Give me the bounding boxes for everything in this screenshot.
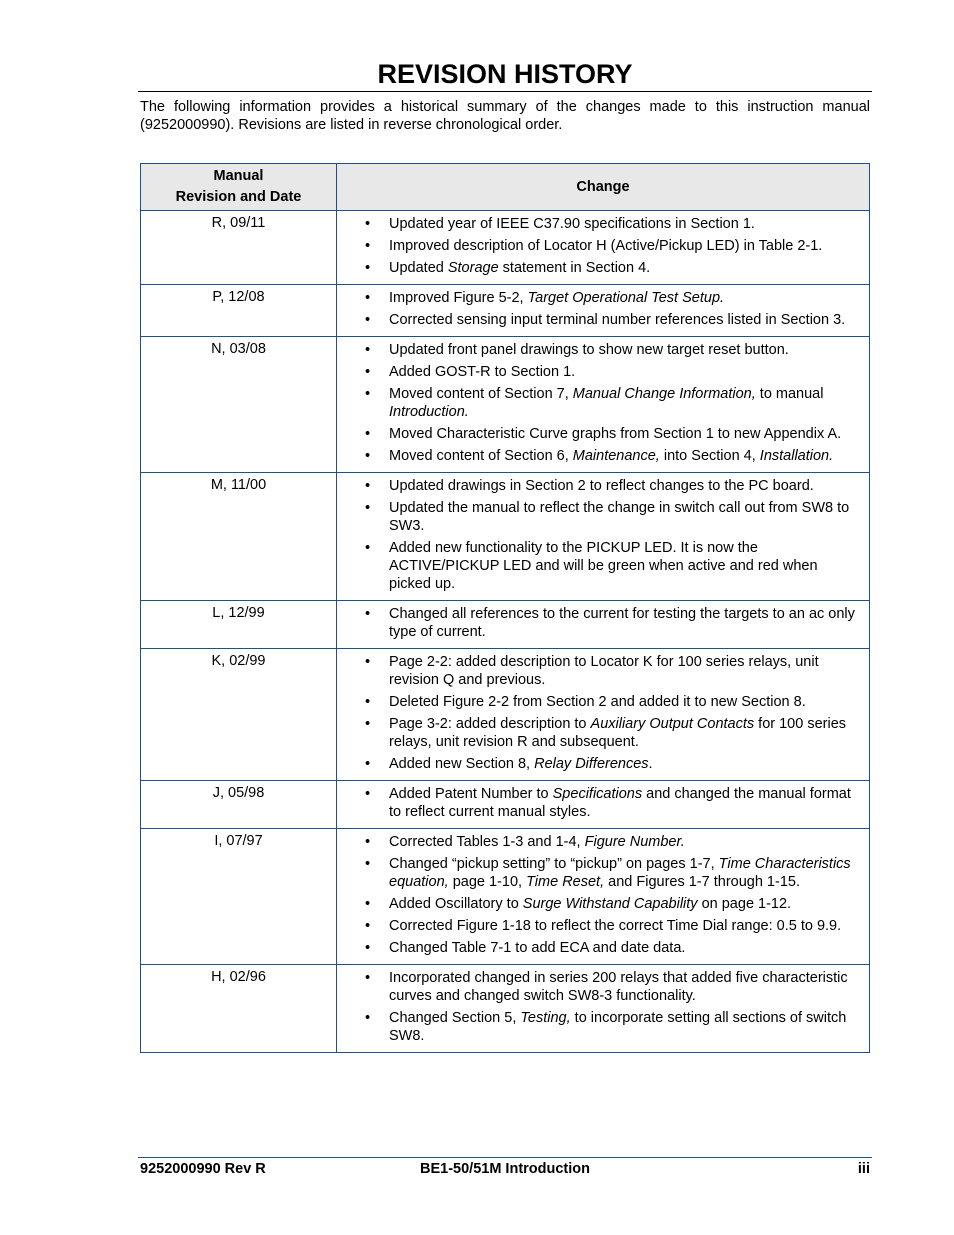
change-text: and Figures 1-7 through 1-15. bbox=[604, 874, 800, 890]
page-footer bbox=[140, 1160, 870, 1180]
change-text: Added GOST-R to Section 1. bbox=[389, 364, 576, 380]
bullet-icon: • bbox=[365, 786, 371, 802]
change-item bbox=[345, 1009, 861, 1045]
change-text: Incorporated changed in series 200 relays that added five characteristic curves and changed switch SW8-3 functionality. bbox=[389, 970, 848, 1004]
bullet-icon: • bbox=[365, 834, 371, 850]
change-text: and changed the manual format to reflect current manual styles. bbox=[389, 786, 851, 820]
change-text-italic: Testing, bbox=[520, 1010, 571, 1026]
bullet-icon: • bbox=[365, 896, 371, 912]
change-cell bbox=[337, 285, 870, 337]
table-row bbox=[141, 781, 870, 829]
change-text: Changed “pickup setting” to “pickup” on pages 1-7, bbox=[389, 856, 719, 872]
bullet-icon: • bbox=[365, 290, 371, 306]
change-text-italic: Specifications bbox=[552, 786, 643, 802]
change-text: to manual bbox=[755, 386, 824, 402]
change-item bbox=[345, 605, 861, 641]
footer-divider bbox=[138, 1157, 872, 1158]
change-cell bbox=[337, 965, 870, 1053]
change-item bbox=[345, 785, 861, 821]
change-text-italic: Time Reset, bbox=[526, 874, 605, 890]
change-text: Updated year of IEEE C37.90 specifications in Section 1. bbox=[389, 216, 755, 232]
bullet-icon: • bbox=[365, 238, 371, 254]
bullet-icon: • bbox=[365, 312, 371, 328]
revision-table-body bbox=[141, 211, 870, 1053]
bullet-icon: • bbox=[365, 386, 371, 402]
bullet-icon: • bbox=[365, 1010, 371, 1026]
change-text: Changed Table 7-1 to add ECA and date data. bbox=[389, 940, 686, 956]
revision-date-cell: N, 03/08 bbox=[141, 337, 337, 473]
change-item bbox=[345, 499, 861, 535]
header-change: Change bbox=[337, 164, 870, 211]
change-text: Corrected sensing input terminal number references listed in Section 3. bbox=[389, 312, 846, 328]
change-text-italic: Manual Change Information, bbox=[572, 386, 756, 402]
footer-part-number: 9252000990 Rev R bbox=[140, 1161, 266, 1177]
revision-date-cell: R, 09/11 bbox=[141, 211, 337, 285]
change-item bbox=[345, 259, 861, 277]
change-list bbox=[345, 605, 861, 641]
revision-table bbox=[140, 163, 870, 1053]
bullet-icon: • bbox=[365, 260, 371, 276]
change-text-italic: Figure Number. bbox=[584, 834, 685, 850]
change-list bbox=[345, 341, 861, 465]
change-cell bbox=[337, 211, 870, 285]
table-row bbox=[141, 211, 870, 285]
bullet-icon: • bbox=[365, 342, 371, 358]
intro-paragraph: The following information provides a historical summary of the changes made to this instruction manual (9252000990). Revisions are listed in reverse chronological order. bbox=[140, 99, 870, 133]
change-list bbox=[345, 969, 861, 1045]
change-text: Changed Section 5, bbox=[389, 1010, 521, 1026]
change-text: Updated bbox=[389, 260, 448, 276]
change-text: Page 3-2: added description to bbox=[389, 716, 591, 732]
change-item bbox=[345, 311, 861, 329]
change-item bbox=[345, 969, 861, 1005]
change-text-italic: Time Characteristics equation, bbox=[389, 856, 851, 890]
change-cell bbox=[337, 601, 870, 649]
change-list bbox=[345, 833, 861, 957]
table-row bbox=[141, 337, 870, 473]
revision-date-cell: J, 05/98 bbox=[141, 781, 337, 829]
change-item bbox=[345, 539, 861, 593]
bullet-icon: • bbox=[365, 478, 371, 494]
change-text: Added new functionality to the PICKUP LED. It is now the ACTIVE/PICKUP LED and will be green when active and red when picked up. bbox=[389, 540, 818, 592]
change-item bbox=[345, 477, 861, 495]
change-item bbox=[345, 237, 861, 255]
table-row bbox=[141, 965, 870, 1053]
change-item bbox=[345, 653, 861, 689]
change-cell bbox=[337, 649, 870, 781]
header-revision bbox=[141, 164, 337, 211]
change-text: Added Oscillatory to bbox=[389, 896, 523, 912]
table-row bbox=[141, 601, 870, 649]
title-divider bbox=[138, 91, 872, 92]
change-item bbox=[345, 363, 861, 381]
revision-date-cell: M, 11/00 bbox=[141, 473, 337, 601]
change-text: Updated front panel drawings to show new target reset button. bbox=[389, 342, 789, 358]
bullet-icon: • bbox=[365, 694, 371, 710]
change-item bbox=[345, 385, 861, 421]
change-item bbox=[345, 833, 861, 851]
change-text-italic: Storage bbox=[447, 260, 499, 276]
change-text: Updated drawings in Section 2 to reflect changes to the PC board. bbox=[389, 478, 814, 494]
change-item bbox=[345, 755, 861, 773]
change-item bbox=[345, 693, 861, 711]
change-text: on page 1-12. bbox=[697, 896, 792, 912]
change-text: Deleted Figure 2-2 from Section 2 and added it to new Section 8. bbox=[389, 694, 806, 710]
change-text: Corrected Figure 1-18 to reflect the correct Time Dial range: 0.5 to 9.9. bbox=[389, 918, 842, 934]
change-item bbox=[345, 215, 861, 233]
change-text: Updated the manual to reflect the change in switch call out from SW8 to SW3. bbox=[389, 500, 850, 534]
revision-date-cell: K, 02/99 bbox=[141, 649, 337, 781]
change-cell bbox=[337, 829, 870, 965]
change-text: statement in Section 4. bbox=[498, 260, 651, 276]
table-row bbox=[141, 649, 870, 781]
table-header-row bbox=[141, 164, 870, 211]
bullet-icon: • bbox=[365, 606, 371, 622]
change-text-italic: Surge Withstand Capability bbox=[522, 896, 698, 912]
change-text: Corrected Tables 1-3 and 1-4, bbox=[389, 834, 585, 850]
bullet-icon: • bbox=[365, 364, 371, 380]
change-cell bbox=[337, 337, 870, 473]
change-text-italic: Target Operational Test Setup. bbox=[527, 290, 725, 306]
change-text: Moved Characteristic Curve graphs from Section 1 to new Appendix A. bbox=[389, 426, 842, 442]
change-cell bbox=[337, 473, 870, 601]
change-text: Changed all references to the current for testing the targets to an ac only type of current. bbox=[389, 606, 855, 640]
change-text: . bbox=[648, 756, 653, 772]
change-item bbox=[345, 939, 861, 957]
change-text-italic: Maintenance, bbox=[572, 448, 660, 464]
bullet-icon: • bbox=[365, 216, 371, 232]
page-title: REVISION HISTORY bbox=[377, 59, 633, 89]
bullet-icon: • bbox=[365, 918, 371, 934]
change-item bbox=[345, 289, 861, 307]
change-text: Page 2-2: added description to Locator K for 100 series relays, unit revision Q and previous. bbox=[389, 654, 819, 688]
change-item bbox=[345, 855, 861, 891]
revision-date-cell: H, 02/96 bbox=[141, 965, 337, 1053]
table-row bbox=[141, 473, 870, 601]
change-item bbox=[345, 715, 861, 751]
table-row bbox=[141, 829, 870, 965]
bullet-icon: • bbox=[365, 426, 371, 442]
change-list bbox=[345, 289, 861, 329]
revision-date-cell: I, 07/97 bbox=[141, 829, 337, 965]
bullet-icon: • bbox=[365, 756, 371, 772]
change-text-italic: Auxiliary Output Contacts bbox=[590, 716, 755, 732]
bullet-icon: • bbox=[365, 448, 371, 464]
footer-page-number: iii bbox=[857, 1161, 870, 1177]
change-text: Moved content of Section 7, bbox=[389, 386, 573, 402]
footer-document-title: BE1-50/51M Introduction bbox=[420, 1161, 590, 1177]
change-list bbox=[345, 215, 861, 277]
change-text: into Section 4, bbox=[659, 448, 760, 464]
bullet-icon: • bbox=[365, 970, 371, 986]
header-revision-line2: Revision and Date bbox=[175, 189, 302, 205]
change-cell bbox=[337, 781, 870, 829]
table-row bbox=[141, 285, 870, 337]
change-text-italic: Introduction. bbox=[389, 404, 469, 420]
bullet-icon: • bbox=[365, 940, 371, 956]
change-item bbox=[345, 425, 861, 443]
change-text: Improved description of Locator H (Active/Pickup LED) in Table 2-1. bbox=[389, 238, 823, 254]
change-text: Moved content of Section 6, bbox=[389, 448, 573, 464]
bullet-icon: • bbox=[365, 500, 371, 516]
bullet-icon: • bbox=[365, 540, 371, 556]
change-text-italic: Relay Differences bbox=[534, 756, 649, 772]
change-text: Added Patent Number to bbox=[389, 786, 553, 802]
change-item bbox=[345, 917, 861, 935]
bullet-icon: • bbox=[365, 716, 371, 732]
change-item bbox=[345, 895, 861, 913]
header-revision-line1: Manual bbox=[213, 168, 264, 184]
change-text-italic: Installation. bbox=[759, 448, 834, 464]
change-text: for 100 series relays, unit revision R and subsequent. bbox=[389, 716, 847, 750]
bullet-icon: • bbox=[365, 856, 371, 872]
change-list bbox=[345, 785, 861, 821]
revision-date-cell: P, 12/08 bbox=[141, 285, 337, 337]
change-text: Added new Section 8, bbox=[389, 756, 535, 772]
bullet-icon: • bbox=[365, 654, 371, 670]
change-text: to incorporate setting all sections of switch SW8. bbox=[389, 1010, 847, 1044]
change-text: page 1-10, bbox=[448, 874, 527, 890]
change-item bbox=[345, 341, 861, 359]
change-list bbox=[345, 653, 861, 773]
revision-date-cell: L, 12/99 bbox=[141, 601, 337, 649]
change-list bbox=[345, 477, 861, 593]
change-text: Improved Figure 5-2, bbox=[389, 290, 528, 306]
change-item bbox=[345, 447, 861, 465]
